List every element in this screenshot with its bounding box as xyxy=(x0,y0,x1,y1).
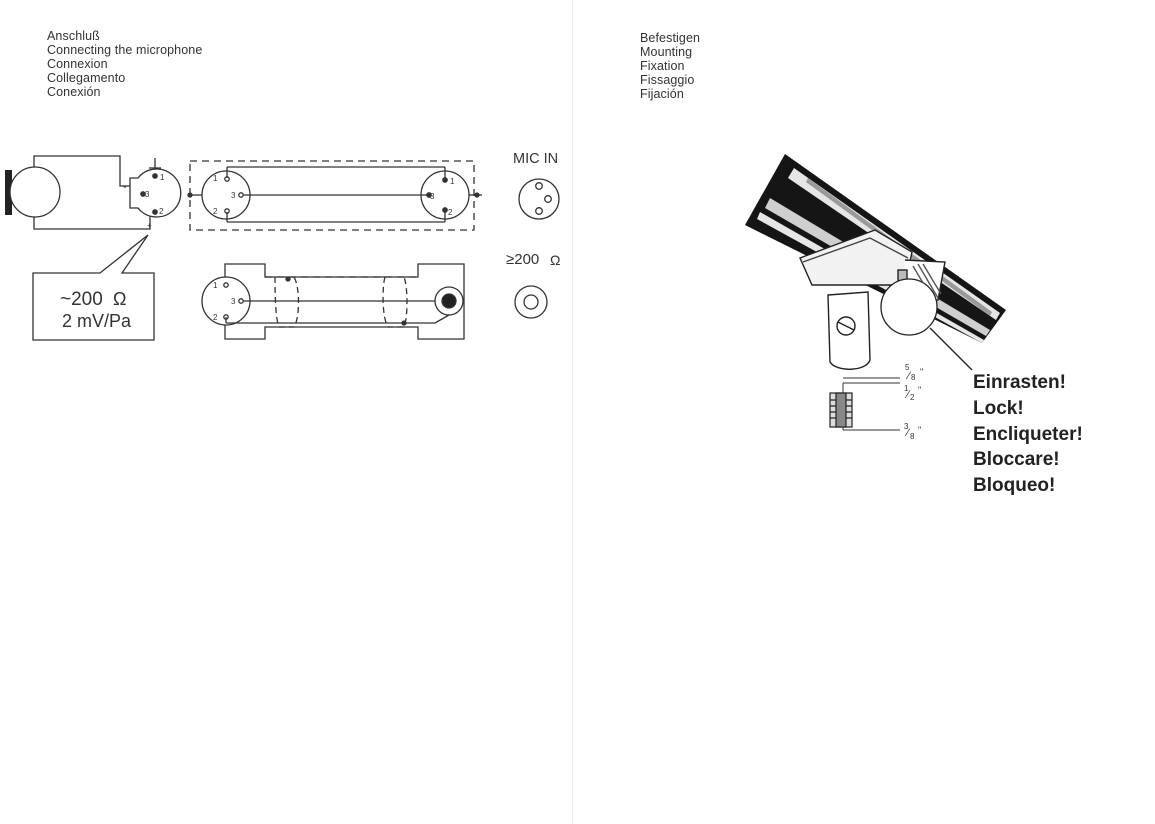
thread-size-12 xyxy=(904,384,921,402)
svg-text:": " xyxy=(918,425,922,435)
impedance-value: ~200 xyxy=(60,289,103,310)
lock-label-es: Bloqueo! xyxy=(973,475,1056,497)
thread-size-58 xyxy=(905,363,923,382)
sensitivity-value: 2 mV/Pa xyxy=(62,311,132,331)
mic-xlr-connector-icon xyxy=(130,158,181,217)
svg-text:3: 3 xyxy=(904,422,909,431)
pin-label: 1 xyxy=(213,281,218,290)
pin-label: 1 xyxy=(213,174,218,183)
mounting-illustration xyxy=(745,154,1006,441)
jack-plug-icon xyxy=(435,287,463,315)
svg-text:": " xyxy=(918,385,922,395)
svg-text:8: 8 xyxy=(911,373,916,382)
circuit-wire-bottom xyxy=(34,215,150,229)
ohm-symbol: Ω xyxy=(550,252,561,268)
heading-en: Connecting the microphone xyxy=(47,43,203,57)
mic-in-label: MIC IN xyxy=(513,151,559,167)
load-impedance-label: ≥200 xyxy=(506,251,540,268)
heading-es: Conexión xyxy=(47,85,101,99)
heading-de: Befestigen xyxy=(640,31,701,45)
thread-size-38 xyxy=(904,422,921,441)
wiring-diagram xyxy=(5,151,560,340)
capsule-icon xyxy=(5,167,60,217)
pin-label: 2 xyxy=(213,313,218,322)
plus-sign: + xyxy=(147,221,152,230)
pin-label: 3 xyxy=(231,191,236,200)
detail-circle xyxy=(881,279,937,335)
lock-label-de: Einrasten! xyxy=(973,372,1066,393)
heading-es: Fijación xyxy=(640,87,684,101)
pin-label: 2 xyxy=(213,207,218,216)
pin-label: 2 xyxy=(159,207,164,216)
svg-text:⁄: ⁄ xyxy=(908,370,910,382)
pin-label: 3 xyxy=(231,297,236,306)
heading-en: Mounting xyxy=(640,45,693,59)
lock-label-it: Bloccare! xyxy=(973,449,1060,471)
pin-label: 1 xyxy=(160,173,165,182)
lock-label-fr: Encliqueter! xyxy=(973,423,1083,445)
ohm-symbol: Ω xyxy=(113,289,127,309)
shield-loop xyxy=(275,277,299,327)
heading-it: Collegamento xyxy=(47,71,126,85)
shield-loop xyxy=(383,277,407,327)
svg-text:2: 2 xyxy=(910,393,915,402)
heading-fr: Fixation xyxy=(640,59,685,73)
jack-input-socket-icon xyxy=(515,286,547,318)
cable-male-connector-icon xyxy=(421,171,469,219)
pin-label: 2 xyxy=(448,208,453,217)
lock-instructions xyxy=(973,370,1083,499)
xlr-input-socket-icon xyxy=(519,179,559,219)
heading-fr: Connexion xyxy=(47,57,108,71)
svg-text:⁄: ⁄ xyxy=(907,427,909,439)
pin-label: 1 xyxy=(450,177,455,186)
svg-text:⁄: ⁄ xyxy=(907,389,909,401)
pin-label: 3 xyxy=(430,192,435,201)
thread-adapter-icon xyxy=(830,393,852,427)
heading-de: Anschluß xyxy=(47,29,100,43)
svg-text:1: 1 xyxy=(904,384,909,393)
svg-text:5: 5 xyxy=(905,363,910,372)
cable-female-connector-icon xyxy=(202,171,250,219)
minus-sign: - xyxy=(123,181,127,193)
heading-it: Fissaggio xyxy=(640,73,695,87)
svg-text:": " xyxy=(920,367,924,377)
lock-label-en: Lock! xyxy=(973,397,1024,419)
svg-text:8: 8 xyxy=(910,432,915,441)
pin-label: 3 xyxy=(145,190,150,199)
